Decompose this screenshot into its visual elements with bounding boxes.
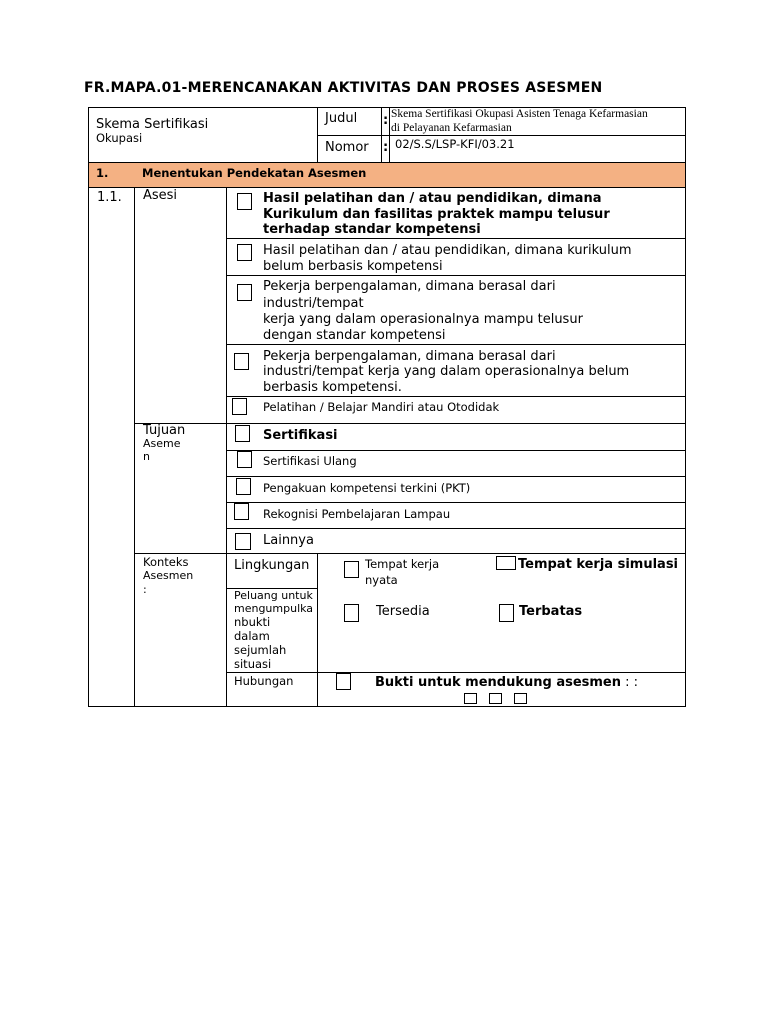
- tujuan-option-lainnya: Lainnya: [263, 533, 314, 548]
- table-border: [134, 423, 686, 424]
- tujuan-label: Tujuan: [143, 423, 186, 438]
- checkbox[interactable]: [235, 533, 251, 550]
- asesi-option-1: terhadap standar kompetensi: [263, 222, 481, 237]
- peluang-label: sejumlah: [234, 643, 287, 657]
- lingkungan-label: Lingkungan: [234, 558, 310, 573]
- konteks-label: Konteks: [143, 555, 189, 569]
- peluang-label: nbukti: [234, 615, 271, 629]
- konteks-label: :: [143, 583, 147, 596]
- tujuan-option-pkt: Pengakuan kompetensi terkini (PKT): [263, 481, 471, 495]
- asesi-option-5: Pelatihan / Belajar Mandiri atau Otodidak: [263, 400, 500, 414]
- tujuan-option-rpl: Rekognisi Pembelajaran Lampau: [263, 507, 451, 521]
- checkbox[interactable]: [237, 451, 252, 468]
- table-border: [226, 450, 686, 451]
- tempat-kerja-simulasi: Tempat kerja simulasi: [518, 557, 679, 572]
- checkbox[interactable]: [489, 693, 502, 704]
- asesi-option-4: industri/tempat kerja yang dalam operasionalnya belum: [263, 364, 630, 379]
- nomor-colon: :: [383, 140, 389, 155]
- document-title: FR.MAPA.01-MERENCANAKAN AKTIVITAS DAN PROSES ASESMEN: [84, 80, 603, 96]
- peluang-label: dalam: [234, 629, 270, 643]
- asesi-option-4: berbasis kompetensi.: [263, 380, 402, 395]
- peluang-label: mengumpulka: [234, 602, 314, 615]
- table-border: [226, 238, 686, 239]
- table-border: [226, 528, 686, 529]
- checkbox[interactable]: [237, 193, 252, 210]
- asesi-option-2: belum berbasis kompetensi: [263, 259, 443, 274]
- bukti-text: Bukti untuk mendukung asesmen: [375, 675, 622, 690]
- table-border: [226, 672, 686, 673]
- table-border: [88, 107, 89, 707]
- checkbox[interactable]: [499, 604, 514, 622]
- bukti-colon: : :: [621, 675, 639, 690]
- konteks-label: Asesmen: [143, 569, 194, 582]
- asesi-option-1: Hasil pelatihan dan / atau pendidikan, dimana: [263, 191, 602, 206]
- asesi-option-4: Pekerja berpengalaman, dimana berasal dari: [263, 349, 556, 364]
- section-number: 1.: [96, 166, 109, 180]
- checkbox[interactable]: [237, 284, 252, 301]
- peluang-label: situasi: [234, 657, 272, 671]
- judul-label: Judul: [325, 111, 358, 126]
- checkbox[interactable]: [496, 556, 516, 570]
- table-border: [389, 107, 390, 163]
- table-border: [134, 187, 135, 707]
- checkbox[interactable]: [237, 244, 252, 261]
- tempat-kerja-nyata: nyata: [365, 573, 398, 587]
- terbatas-label: Terbatas: [519, 604, 583, 619]
- asesi-option-3: dengan standar kompetensi: [263, 328, 446, 343]
- table-border: [685, 107, 686, 707]
- checkbox[interactable]: [232, 398, 247, 415]
- judul-colon: :: [383, 113, 389, 128]
- row-number: 1.1.: [97, 190, 122, 205]
- checkbox[interactable]: [235, 425, 250, 442]
- table-border: [226, 476, 686, 477]
- table-border: [88, 187, 686, 188]
- asesi-option-3: kerja yang dalam operasionalnya mampu telusur: [263, 312, 583, 327]
- table-border: [226, 187, 227, 707]
- asesi-label: Asesi: [143, 188, 178, 203]
- table-border: [226, 396, 686, 397]
- tersedia-label: Tersedia: [376, 604, 430, 619]
- checkbox[interactable]: [344, 604, 359, 622]
- table-border: [381, 107, 382, 163]
- nomor-value: 02/S.S/LSP-KFI/03.21: [395, 137, 515, 151]
- skema-label: Skema Sertifikasi: [96, 117, 209, 132]
- asesi-option-2: Hasil pelatihan dan / atau pendidikan, dimana kurikulum: [263, 243, 632, 258]
- tujuan-option-sertifikasi-ulang: Sertifikasi Ulang: [263, 454, 357, 468]
- bukti-label: [375, 675, 638, 690]
- judul-value: Skema Sertifikasi Okupasi Asisten Tenaga Kefarmasian: [391, 108, 648, 120]
- section-title: Menentukan Pendekatan Asesmen: [142, 166, 367, 180]
- table-border: [88, 162, 686, 163]
- nomor-label: Nomor: [325, 140, 369, 155]
- table-border: [226, 344, 686, 345]
- checkbox[interactable]: [236, 478, 251, 495]
- checkbox[interactable]: [344, 561, 359, 578]
- tujuan-option-sertifikasi: Sertifikasi: [263, 428, 338, 443]
- table-border: [317, 107, 318, 163]
- table-border: [226, 502, 686, 503]
- peluang-label: Peluang untuk: [234, 589, 313, 602]
- tujuan-label: Aseme: [143, 437, 181, 450]
- tempat-kerja-nyata: Tempat kerja: [365, 557, 440, 571]
- skema-label-okupasi: Okupasi: [96, 131, 143, 145]
- asesi-option-3: Pekerja berpengalaman, dimana berasal dari: [263, 279, 556, 294]
- tujuan-label: n: [143, 450, 150, 463]
- checkbox[interactable]: [234, 353, 249, 370]
- checkbox[interactable]: [514, 693, 527, 704]
- table-border: [134, 553, 686, 554]
- checkbox[interactable]: [234, 503, 249, 520]
- asesi-option-1: Kurikulum dan fasilitas praktek mampu telusur: [263, 207, 610, 222]
- table-border: [88, 706, 686, 707]
- table-border: [226, 275, 686, 276]
- asesi-option-3: industri/tempat: [263, 296, 364, 311]
- checkbox[interactable]: [336, 673, 351, 690]
- table-border: [317, 553, 318, 707]
- hubungan-label: Hubungan: [234, 674, 294, 688]
- checkbox[interactable]: [464, 693, 477, 704]
- judul-value-line-2: di Pelayanan Kefarmasian: [391, 122, 512, 134]
